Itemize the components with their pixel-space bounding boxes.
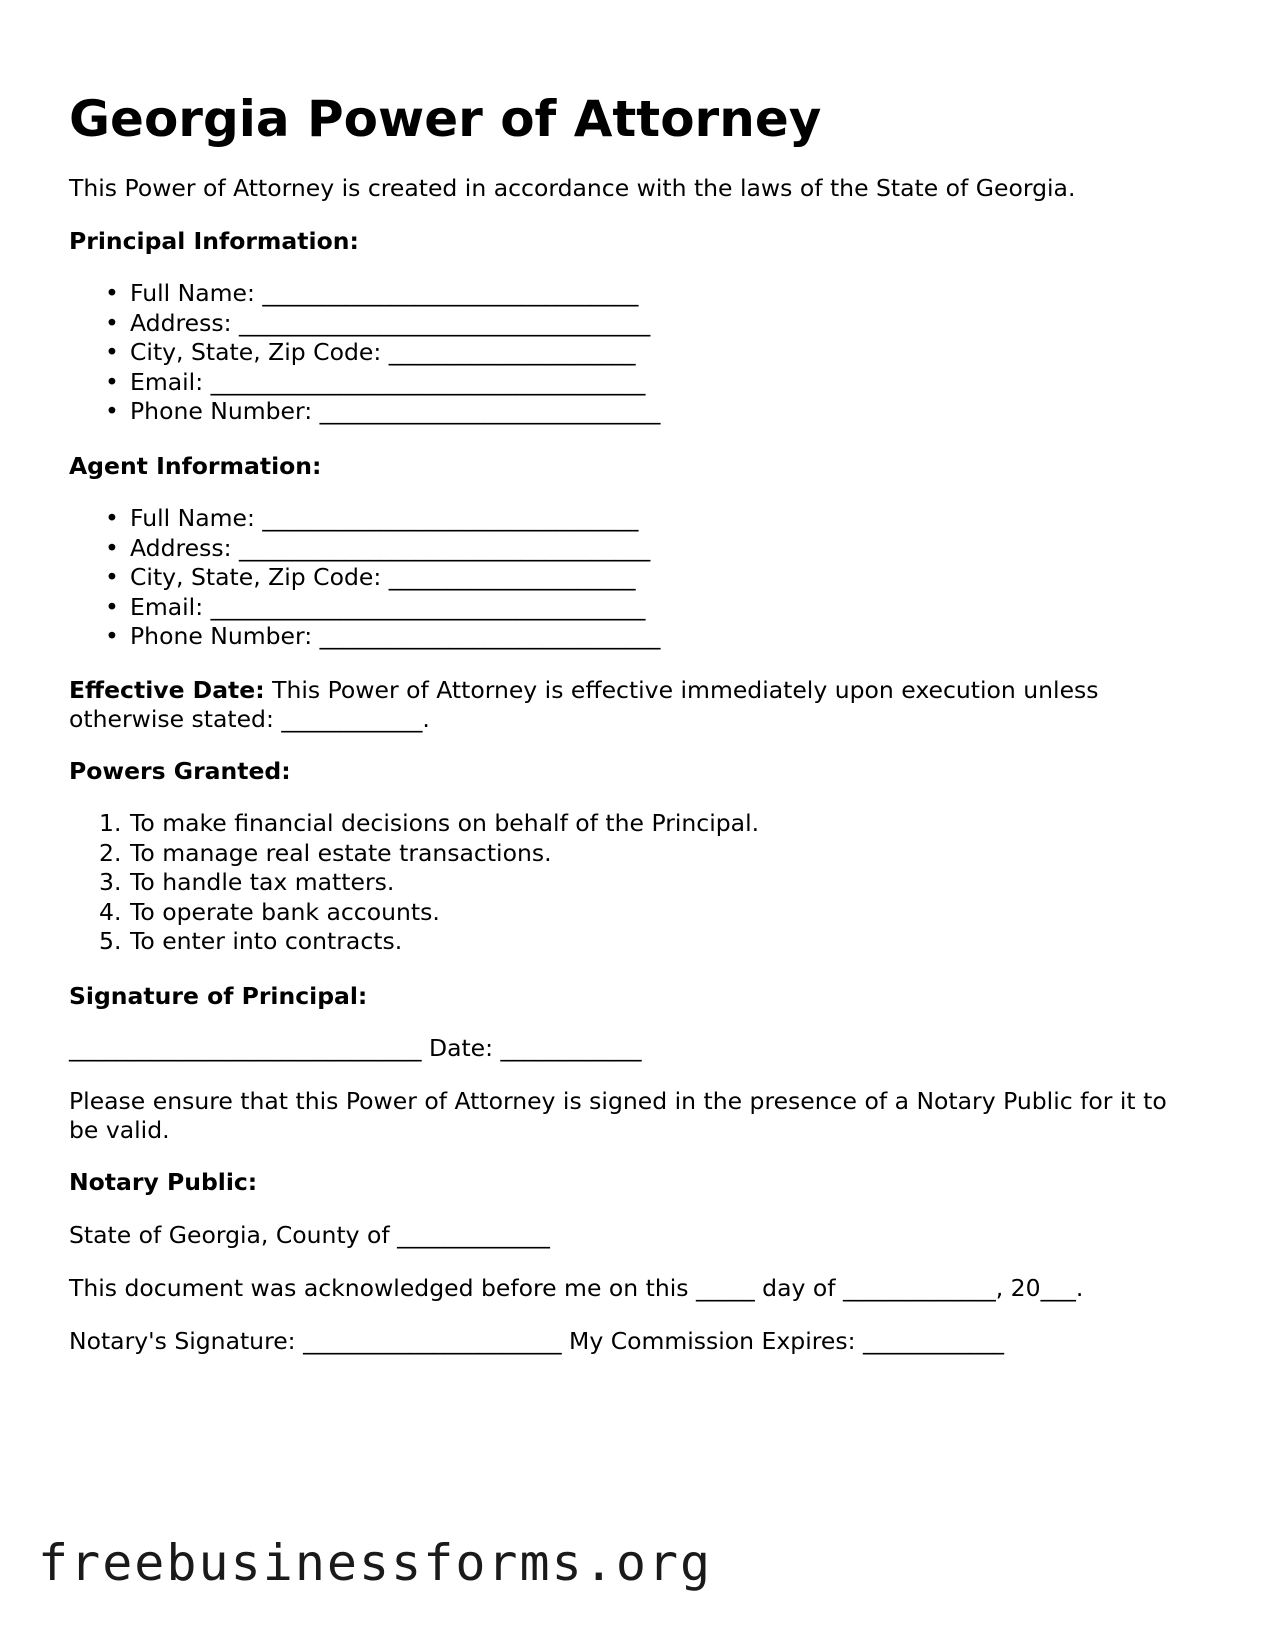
bullet-icon: • <box>105 592 119 621</box>
document-title: Georgia Power of Attorney <box>69 90 822 148</box>
power-item-text: To handle tax matters. <box>130 868 395 896</box>
power-item-text: To make financial decisions on behalf of the Principal. <box>130 809 760 837</box>
bullet-icon: • <box>105 338 119 366</box>
powers-list <box>69 809 759 957</box>
power-item: 3. To handle tax matters. <box>99 868 395 896</box>
power-item-text: To operate bank accounts. <box>130 897 440 926</box>
field-blank[interactable]: _____________________________ <box>319 397 661 425</box>
field-label: Address: <box>130 308 232 337</box>
bullet-icon: • <box>105 622 119 650</box>
bullet-icon: • <box>105 504 119 532</box>
notary-notice: Please ensure that this Power of Attorney is signed in the presence of a Notary Public for it to be valid. <box>69 1087 1167 1144</box>
power-item-text: To enter into contracts. <box>130 927 403 955</box>
agent-field-email <box>69 593 660 623</box>
field-blank[interactable]: _____________________________________ <box>210 367 646 396</box>
principal-field-full-name <box>69 279 660 309</box>
field-label: Full Name: <box>130 279 255 307</box>
agent-field-address <box>69 534 660 564</box>
notary-acknowledgement-line[interactable]: This document was acknowledged before me on this _____ day of _____________, 20___. <box>69 1274 1084 1302</box>
effective-date-text: This Power of Attorney is effective immediately upon execution unless otherwise stated: ____________. <box>69 676 1099 733</box>
field-label: City, State, Zip Code: <box>130 338 382 366</box>
notary-heading: Notary Public: <box>69 1168 258 1196</box>
bullet-icon: • <box>105 308 119 337</box>
principal-field-phone <box>69 397 660 427</box>
power-item-text: To manage real estate transactions. <box>130 838 552 867</box>
powers-heading: Powers Granted: <box>69 757 291 785</box>
power-item: 5. To enter into contracts. <box>99 927 403 955</box>
notary-signature-line[interactable]: Notary's Signature: ______________________ My Commission Expires: ____________ <box>69 1327 1004 1355</box>
field-blank[interactable]: ________________________________ <box>262 504 639 532</box>
notary-county-line[interactable]: State of Georgia, County of _____________ <box>69 1221 550 1249</box>
power-item: 4. To operate bank accounts. <box>99 897 440 926</box>
website-watermark: freebusinessforms.org <box>38 1534 713 1592</box>
field-blank[interactable]: _____________________________________ <box>210 592 646 621</box>
field-blank[interactable]: ________________________________ <box>262 279 639 307</box>
agent-fields-list <box>69 504 660 652</box>
bullet-icon: • <box>105 397 119 425</box>
field-blank[interactable]: ___________________________________ <box>239 533 651 562</box>
field-label: City, State, Zip Code: <box>130 563 382 591</box>
field-label: Email: <box>130 592 204 621</box>
bullet-icon: • <box>105 533 119 562</box>
field-label: Address: <box>130 533 232 562</box>
bullet-icon: • <box>105 563 119 591</box>
field-label: Full Name: <box>130 504 255 532</box>
power-item: 2. To manage real estate transactions. <box>99 838 552 867</box>
bullet-icon: • <box>105 367 119 396</box>
bullet-icon: • <box>105 279 119 307</box>
principal-field-address <box>69 309 660 339</box>
field-label: Phone Number: <box>130 397 313 425</box>
signature-heading: Signature of Principal: <box>69 982 368 1010</box>
field-blank[interactable]: ___________________________________ <box>239 308 651 337</box>
principal-field-email <box>69 368 660 398</box>
principal-field-city-state-zip <box>69 338 660 368</box>
field-blank[interactable]: _____________________ <box>388 338 636 366</box>
field-blank[interactable]: _____________________ <box>388 563 636 591</box>
principal-fields-list <box>69 279 660 427</box>
agent-heading: Agent Information: <box>69 452 322 480</box>
agent-field-full-name <box>69 504 660 534</box>
power-item: 1. To make financial decisions on behalf of the Principal. <box>99 809 760 837</box>
agent-field-phone <box>69 622 660 652</box>
signature-line[interactable]: ______________________________ Date: ____________ <box>69 1034 642 1062</box>
field-blank[interactable]: _____________________________ <box>319 622 661 650</box>
field-label: Phone Number: <box>130 622 313 650</box>
intro-text: This Power of Attorney is created in accordance with the laws of the State of Georgia. <box>69 174 1076 202</box>
principal-heading: Principal Information: <box>69 227 359 255</box>
effective-date-label: Effective Date: <box>69 676 265 704</box>
field-label: Email: <box>130 367 204 396</box>
effective-date-paragraph <box>69 676 1149 734</box>
agent-field-city-state-zip <box>69 563 660 593</box>
